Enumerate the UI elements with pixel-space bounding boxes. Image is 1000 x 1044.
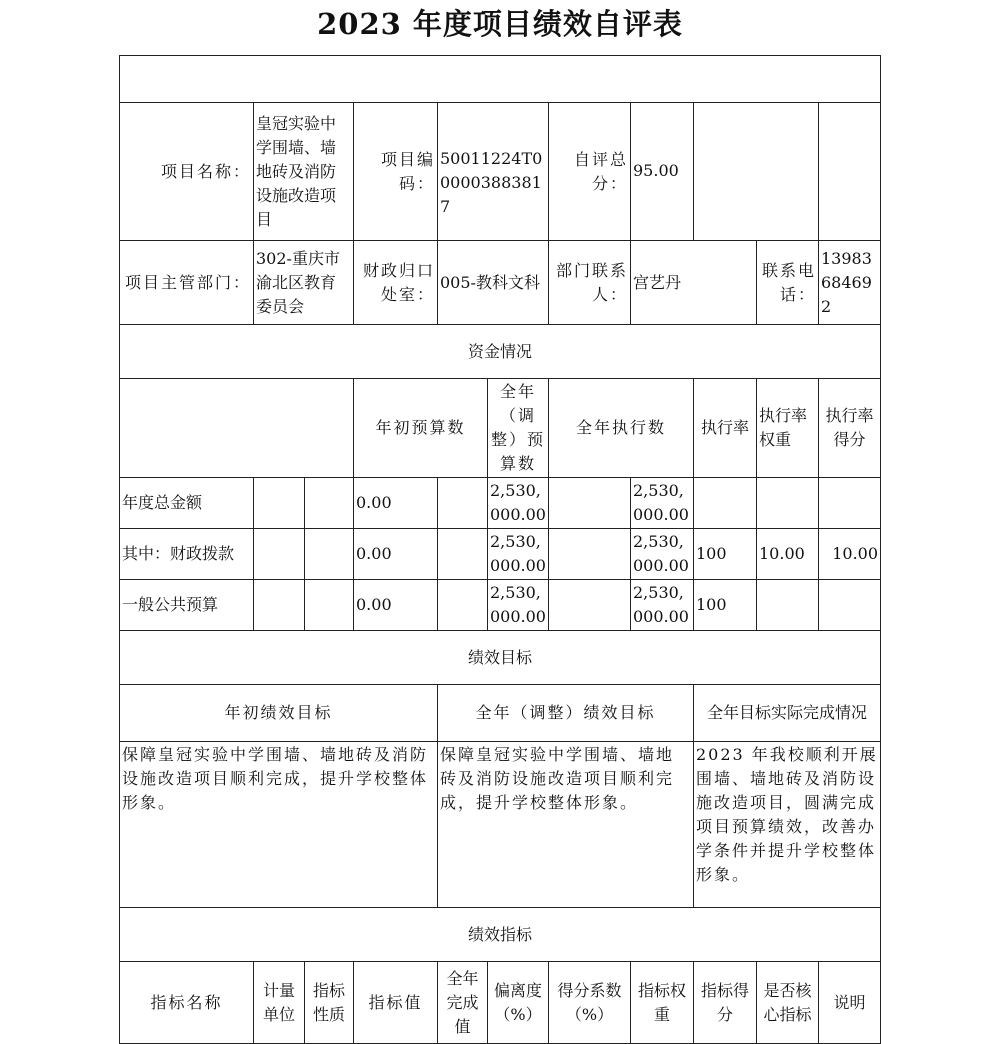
project-info-row-1 bbox=[120, 103, 881, 241]
funds-row-executed: 2,530,000.00 bbox=[631, 580, 694, 631]
funds-row-label: 一般公共预算 bbox=[120, 580, 254, 631]
goals-header-actual: 全年目标实际完成情况 bbox=[694, 685, 881, 742]
funds-header-adjusted: 全年（调整）预算数 bbox=[488, 379, 549, 478]
funds-row bbox=[120, 478, 881, 529]
funds-row-rate: 100 bbox=[694, 529, 757, 580]
project-info-row-2 bbox=[120, 241, 881, 325]
dept-value: 302-重庆市渝北区教育委员会 bbox=[254, 241, 354, 325]
funds-row-score bbox=[819, 478, 881, 529]
goals-header-adjusted: 全年（调整）绩效目标 bbox=[438, 685, 694, 742]
indicator-header-nature: 指标性质 bbox=[305, 962, 354, 1044]
indicator-header-unit: 计量单位 bbox=[254, 962, 305, 1044]
funds-row-initial: 0.00 bbox=[354, 580, 438, 631]
phone-label: 联系电话： bbox=[757, 241, 819, 325]
funds-header-initial: 年初预算数 bbox=[354, 379, 488, 478]
contact-value: 宫艺丹 bbox=[631, 241, 757, 325]
funds-row bbox=[120, 580, 881, 631]
funds-section-row bbox=[120, 325, 881, 379]
indicator-header-weight: 指标权重 bbox=[631, 962, 694, 1044]
phone-value: 13983684692 bbox=[819, 241, 881, 325]
funds-row-executed: 2,530,000.00 bbox=[631, 529, 694, 580]
indicator-header-value: 指标值 bbox=[354, 962, 438, 1044]
project-name-value: 皇冠实验中学围墙、墙地砖及消防设施改造项目 bbox=[254, 103, 354, 241]
goals-header-initial: 年初绩效目标 bbox=[120, 685, 438, 742]
funds-row-initial: 0.00 bbox=[354, 478, 438, 529]
funds-row-label: 年度总金额 bbox=[120, 478, 254, 529]
goals-initial-text: 保障皇冠实验中学围墙、墙地砖及消防设施改造项目顺利完成，提升学校整体形象。 bbox=[120, 742, 438, 908]
funds-row-adjusted: 2,530,000.00 bbox=[488, 529, 549, 580]
indicators-section-title: 绩效指标 bbox=[120, 908, 881, 962]
goals-header-row bbox=[120, 685, 881, 742]
project-code-value: 50011224T000003883817 bbox=[438, 103, 549, 241]
indicator-header-coefficient: 得分系数（%） bbox=[549, 962, 631, 1044]
funds-row-score: 10.00 bbox=[819, 529, 881, 580]
funds-row-label: 其中：财政拨款 bbox=[120, 529, 254, 580]
funds-row-executed: 2,530,000.00 bbox=[631, 478, 694, 529]
indicators-section-row bbox=[120, 908, 881, 962]
self-score-value: 95.00 bbox=[631, 103, 694, 241]
goals-actual-text: 2023 年我校顺利开展围墙、墙地砖及消防设施改造项目，圆满完成项目预算绩效，改善办学条件并提升学校整体形象。 bbox=[694, 742, 881, 908]
contact-label: 部门联系人： bbox=[549, 241, 631, 325]
project-code-label: 项目编码： bbox=[354, 103, 438, 241]
goals-section-title: 绩效目标 bbox=[120, 631, 881, 685]
funds-row-score bbox=[819, 580, 881, 631]
indicator-header-completed: 全年完成值 bbox=[438, 962, 488, 1044]
funds-row-weight: 10.00 bbox=[757, 529, 819, 580]
self-score-label: 自评总分： bbox=[549, 103, 631, 241]
indicator-header-note: 说明 bbox=[819, 962, 881, 1044]
indicators-header-row bbox=[120, 962, 881, 1044]
funds-row-weight bbox=[757, 478, 819, 529]
page-title: 2023 年度项目绩效自评表 bbox=[317, 7, 683, 41]
goals-content-row bbox=[120, 742, 881, 908]
funds-row-adjusted: 2,530,000.00 bbox=[488, 580, 549, 631]
project-name-label: 项目名称： bbox=[120, 103, 254, 241]
goals-section-row bbox=[120, 631, 881, 685]
funds-row-adjusted: 2,530,000.00 bbox=[488, 478, 549, 529]
funds-header-score: 执行率得分 bbox=[819, 379, 881, 478]
finance-label: 财政归口处室： bbox=[354, 241, 438, 325]
funds-header-executed: 全年执行数 bbox=[549, 379, 694, 478]
funds-row bbox=[120, 529, 881, 580]
indicator-header-deviation: 偏离度（%） bbox=[488, 962, 549, 1044]
funds-section-title: 资金情况 bbox=[120, 325, 881, 379]
indicator-header-core: 是否核心指标 bbox=[757, 962, 819, 1044]
funds-row-weight bbox=[757, 580, 819, 631]
funds-row-rate bbox=[694, 478, 757, 529]
funds-header-rate: 执行率 bbox=[694, 379, 757, 478]
self-evaluation-form bbox=[119, 55, 881, 1044]
indicator-header-name: 指标名称 bbox=[120, 962, 254, 1044]
header-blank-row bbox=[120, 56, 881, 103]
funds-header-weight: 执行率权重 bbox=[757, 379, 819, 478]
funds-row-rate: 100 bbox=[694, 580, 757, 631]
goals-adjusted-text: 保障皇冠实验中学围墙、墙地砖及消防设施改造项目顺利完成，提升学校整体形象。 bbox=[438, 742, 694, 908]
funds-header-row bbox=[120, 379, 881, 478]
dept-label: 项目主管部门： bbox=[120, 241, 254, 325]
funds-row-initial: 0.00 bbox=[354, 529, 438, 580]
finance-value: 005-教科文科 bbox=[438, 241, 549, 325]
indicator-header-score: 指标得分 bbox=[694, 962, 757, 1044]
